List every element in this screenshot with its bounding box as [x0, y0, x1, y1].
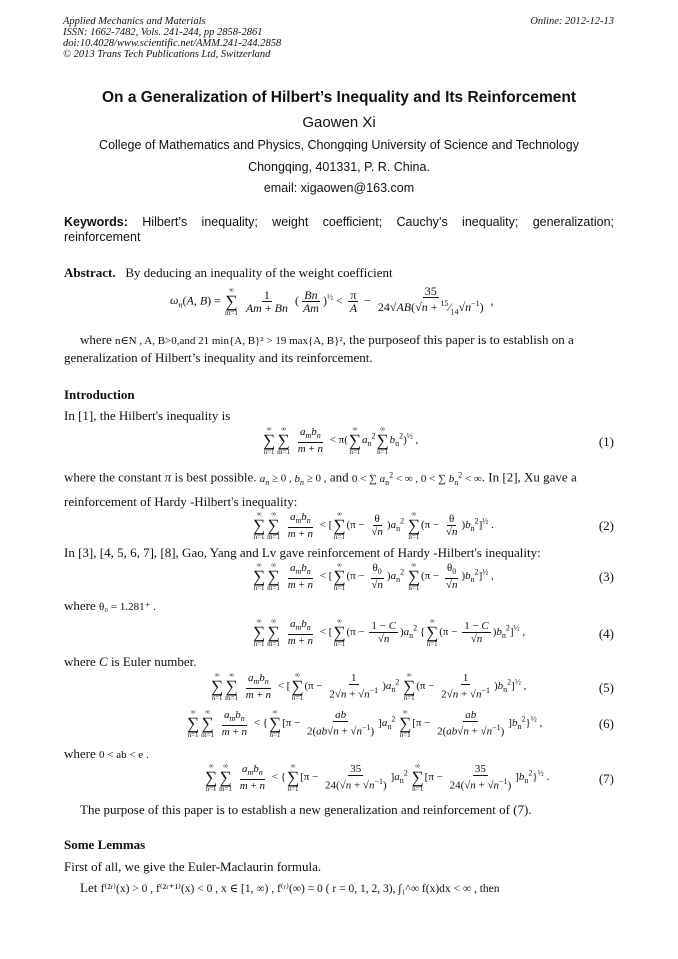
- equation-2-number: (2): [598, 518, 614, 533]
- equation-4: ∞ ∑ n=1 ∞ ∑ m=1 $\frac{a_mb_n}{m + n}$ < [ ∞ ∑ n=1 (π − $\frac{1 - C}{√n}$ )$a_n^2$ { ∞ ∑ n=1 (π − $\frac{1 - C}{√n}$ )$b_n^2]^{\frac{1}{2}}$ ,: [253, 617, 526, 648]
- intro-p8: The purpose of this paper is to establish a new generalization and reinforcement of (7).: [80, 802, 532, 817]
- where-condition: n∈N , A, B>0,and 21 min{A, B}² > 19 max{A, B}²: [115, 335, 343, 347]
- equation-5-number: (5): [598, 680, 614, 695]
- keywords-list: Hilbert’s inequality; weight coefficient; Cauchy’s inequality; generalization;: [142, 215, 614, 229]
- intro-p5-text: where: [64, 598, 96, 613]
- equation-6: ∞ ∑ n=1 ∞ ∑ m=1 $\frac{a_mb_n}{m + n}$ < { ∞ ∑ n=1 [π − $\frac{ab}{2(ab√n + √n^{-1})}$ ]$a_n^2$ ∞ ∑ n=1 [π − $\frac{ab}{2(ab√n + √n^{-1})}$ ]$b_n^2\}^{\frac{1}{2}}$ ,: [187, 708, 543, 739]
- intro-p2-b: is best possible.: [174, 469, 257, 485]
- weight-coefficient-formula: $\omega_n(A$, B) = ∞ ∑ m=1 $\frac{1}{Am + Bn}$ ( $\frac{Bn}{Am}$ )$^{\frac{1}{2}}$ < $\frac{\pi}{A}$ − $\frac{35}{24√AB(√n + ^{15}⁄_{14}√n^{-1})}$ ,: [170, 284, 494, 318]
- intro-p2-d: . In [2], Xu gave a: [481, 469, 577, 485]
- affiliation: College of Mathematics and Physics, Chongqing University of Science and Technology: [99, 138, 579, 152]
- author: Gaowen Xi: [302, 114, 376, 131]
- lemmas-p1: First of all, we give the Euler-Maclaurin formula.: [64, 859, 322, 874]
- equation-1: ∞ ∑ n=1 ∞ ∑ m=1 $\frac{a_mb_n}{m + n}$ < π( ∞ ∑ n=1 $a_n^2$ ∞ ∑ n=1 $b_n^2)^{\frac{1}{2}}$ ,: [263, 425, 419, 456]
- equation-7: ∞ ∑ n=1 ∞ ∑ m=1 $\frac{a_mb_n}{m + n}$ < { ∞ ∑ n=1 [π − $\frac{35}{24(√n + √n^{-1})}$ ]$a_n^2$ ∞ ∑ n=1 [π − $\frac{35}{24(√n + √n^{-1})}$ ]$b_n^2\}^{\frac{1}{2}}$ .: [205, 762, 550, 793]
- intro-p6-text: where: [64, 654, 96, 669]
- doi: doi:10.4028/www.scientific.net/AMM.241-244.2858: [63, 38, 282, 49]
- euler-maclaurin-conditions: f⁽²ʳ⁾(x) > 0 , f⁽²ʳ⁺¹⁾(x) < 0 , x ∈ [1, ∞) , f⁽ʳ⁾(∞) = 0 ( r = 0, 1, 2, 3), ∫₁^∞ f(x)dx < ∞ , then: [100, 883, 500, 895]
- intro-p1: In [1], the Hilbert's inequality is: [64, 408, 231, 423]
- keywords-line1: [64, 215, 614, 229]
- equation-7-number: (7): [598, 771, 614, 786]
- intro-p5: [64, 598, 156, 615]
- lemmas-let: Let: [80, 880, 98, 895]
- intro-p4: In [3], [4, 5, 6, 7], [8], Gao, Yang and Lv gave reinforcement of Hardy -Hilbert's inequality:: [64, 545, 541, 560]
- copyright: © 2013 Trans Tech Publications Ltd, Switzerland: [63, 49, 271, 60]
- equation-3-number: (3): [598, 569, 614, 584]
- where-rest: , the purposeof this paper is to establish on a: [342, 332, 574, 347]
- intro-p2-a: where the constant: [64, 469, 162, 485]
- ab-condition: 0 < ab < e .: [99, 749, 149, 761]
- keywords-line2: reinforcement: [64, 230, 141, 244]
- lemmas-p2: [80, 880, 500, 897]
- equation-5: ∞ ∑ n=1 ∞ ∑ m=1 $\frac{a_mb_n}{m + n}$ < [ ∞ ∑ n=1 (π − $\frac{1}{2√n + √n^{-1}}$ )$a_n^2$ ∞ ∑ n=1 (π − $\frac{1}{2√n + √n^{-1}}$ )$b_n^2]^{\frac{1}{2}}$ ,: [211, 671, 527, 702]
- theta-value: θ₀ = 1.281⁺ .: [99, 601, 156, 613]
- address: Chongqing, 401331, P. R. China.: [248, 160, 430, 174]
- equation-1-number: (1): [598, 434, 614, 449]
- where-word: where: [80, 332, 112, 347]
- intro-heading: Introduction: [64, 387, 135, 402]
- lemmas-heading: Some Lemmas: [64, 837, 146, 852]
- journal-name: Applied Mechanics and Materials: [63, 16, 206, 27]
- abstract-line3: generalization of Hilbert’s inequality and its reinforcement.: [64, 350, 373, 365]
- abstract-where: [80, 332, 615, 349]
- online-date: Online: 2012-12-13: [530, 16, 614, 27]
- intro-p6: where C is Euler number.: [64, 654, 197, 669]
- intro-p3: reinforcement of Hardy -Hilbert's inequality:: [64, 494, 298, 509]
- equation-3: ∞ ∑ n=1 ∞ ∑ m=1 $\frac{a_mb_n}{m + n}$ < [ ∞ ∑ n=1 (π − $\frac{\theta_0}{√n}$ )$a_n^2$ ∞ ∑ n=1 (π − $\frac{\theta_0}{√n}$ )$b_n^2]^{\frac{1}{2}}$ ,: [253, 561, 494, 592]
- intro-p7-text: where: [64, 746, 96, 761]
- intro-p2-c: and: [329, 469, 349, 485]
- abstract-text: By deducing an inequality of the weight coefficient: [125, 265, 393, 280]
- equation-4-number: (4): [598, 626, 614, 641]
- equation-2: ∞ ∑ n=1 ∞ ∑ m=1 $\frac{a_mb_n}{m + n}$ < [ ∞ ∑ n=1 (π − $\frac{\theta}{√n}$ )$a_n^2$ ∞ ∑ n=1 (π − $\frac{\theta}{√n}$ )$b_n^2]^{\frac{1}{2}}$ .: [253, 510, 494, 541]
- issn: ISSN: 1662-7482, Vols. 241-244, pp 2858-2861: [63, 27, 263, 38]
- paper-title: On a Generalization of Hilbert’s Inequality and Its Reinforcement: [102, 89, 576, 106]
- abstract-lead: [64, 265, 393, 281]
- intro-p7: [64, 746, 149, 763]
- abstract-label: Abstract.: [64, 265, 116, 280]
- equation-6-number: (6): [598, 716, 614, 731]
- email: email: xigaowen@163.com: [263, 181, 415, 195]
- intro-p2: where the constant π is best possible. $a_n \ge 0$ , $b_n \ge 0$ , and 0 < ∑ $a_n^2$ < ∞ , 0 < ∑ $b_n^2$ < ∞. In [2], Xu gave a: [64, 469, 577, 487]
- intro-p6-tail: is Euler number.: [110, 654, 197, 669]
- keywords-label: Keywords:: [64, 215, 128, 229]
